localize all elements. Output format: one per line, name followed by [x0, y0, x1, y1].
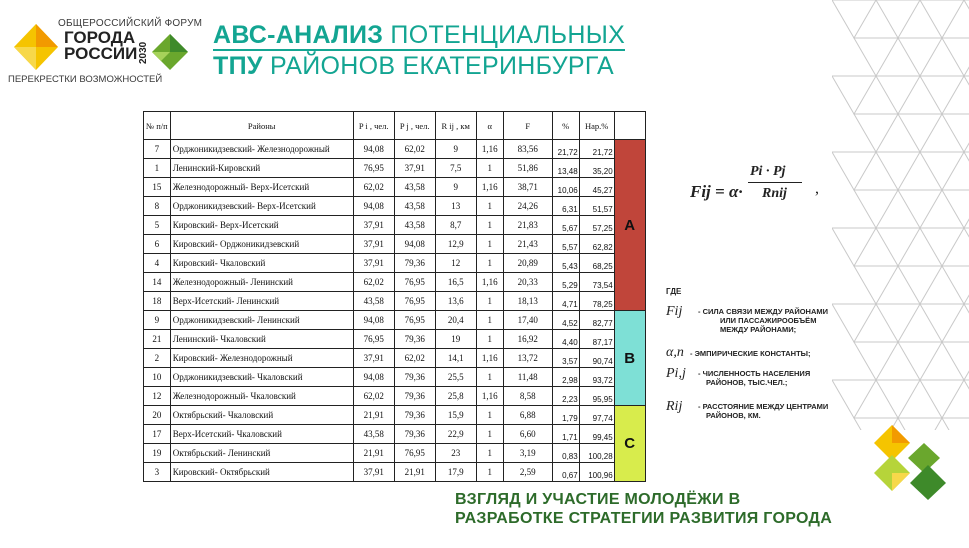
legend-text-pij-1: - ЧИСЛЕННОСТЬ НАСЕЛЕНИЯ [698, 369, 811, 378]
row-pi: 76,95 [353, 159, 394, 178]
table-row [144, 330, 646, 349]
row-pj: 43,58 [394, 216, 435, 235]
row-number: 18 [144, 292, 171, 311]
row-cumulative: 100,28 [579, 444, 614, 463]
row-pj: 79,36 [394, 254, 435, 273]
row-districts: Верх-Исетский- Ленинский [170, 292, 353, 311]
row-pj: 43,58 [394, 197, 435, 216]
row-pi: 76,95 [353, 330, 394, 349]
table-row [144, 406, 646, 425]
legend-text-rij-2: РАЙОНОВ, КМ. [706, 411, 761, 420]
row-cumulative: 78,25 [579, 292, 614, 311]
row-pi: 37,91 [353, 349, 394, 368]
row-f: 6,88 [503, 406, 552, 425]
col-header-number: № п/п [144, 112, 171, 140]
col-header-pi: P i , чел. [353, 112, 394, 140]
row-rij: 13,6 [435, 292, 476, 311]
formula-comma: , [815, 180, 819, 197]
row-pi: 21,91 [353, 444, 394, 463]
row-rij: 13 [435, 197, 476, 216]
table-row [144, 159, 646, 178]
logo-diamond-icon [14, 24, 58, 70]
row-f: 20,89 [503, 254, 552, 273]
legend-symbol-rij: Rij [666, 399, 683, 414]
row-number: 8 [144, 197, 171, 216]
formula-fraction-line [748, 182, 802, 183]
forum-logo [6, 8, 203, 85]
row-cumulative: 57,25 [579, 216, 614, 235]
formula-denominator: Rnij [762, 186, 787, 201]
row-percent: 2,98 [552, 368, 579, 387]
corner-diamonds-icon [872, 425, 952, 500]
row-number: 20 [144, 406, 171, 425]
row-alpha: 1,16 [476, 273, 503, 292]
row-f: 8,58 [503, 387, 552, 406]
row-cumulative: 87,17 [579, 330, 614, 349]
row-pj: 76,95 [394, 311, 435, 330]
row-rij: 25,5 [435, 368, 476, 387]
row-rij: 19 [435, 330, 476, 349]
row-number: 21 [144, 330, 171, 349]
class-cell-b: B [614, 311, 645, 406]
footer-line-1: ВЗГЛЯД И УЧАСТИЕ МОЛОДЁЖИ В [455, 491, 741, 508]
row-pi: 21,91 [353, 406, 394, 425]
row-percent: 2,23 [552, 387, 579, 406]
title-rest-2: РАЙОНОВ ЕКАТЕРИНБУРГА [262, 52, 614, 80]
row-pj: 43,58 [394, 178, 435, 197]
legend-symbol-alpha: α,n [666, 345, 684, 360]
slide-title [213, 20, 625, 82]
row-cumulative: 82,77 [579, 311, 614, 330]
row-rij: 12 [435, 254, 476, 273]
col-header-districts: Районы [170, 112, 353, 140]
table-header-row [144, 112, 646, 140]
row-percent: 1,71 [552, 425, 579, 444]
row-number: 10 [144, 368, 171, 387]
row-districts: Железнодорожный- Чкаловский [170, 387, 353, 406]
row-cumulative: 73,54 [579, 273, 614, 292]
row-percent: 4,52 [552, 311, 579, 330]
row-number: 12 [144, 387, 171, 406]
row-cumulative: 95,95 [579, 387, 614, 406]
table-row [144, 140, 646, 159]
formula-lhs: Fij = α· [690, 182, 743, 201]
row-districts: Кировский- Железнодорожный [170, 349, 353, 368]
row-f: 13,72 [503, 349, 552, 368]
row-pj: 79,36 [394, 406, 435, 425]
legend-text-pij-2: РАЙОНОВ, ТЫС.ЧЕЛ.; [706, 378, 788, 387]
row-alpha: 1 [476, 254, 503, 273]
row-pi: 37,91 [353, 235, 394, 254]
table-row [144, 349, 646, 368]
row-alpha: 1 [476, 292, 503, 311]
row-pi: 94,08 [353, 197, 394, 216]
table-row [144, 387, 646, 406]
footer-slogan [455, 490, 832, 528]
row-f: 11,48 [503, 368, 552, 387]
row-rij: 25,8 [435, 387, 476, 406]
row-alpha: 1,16 [476, 387, 503, 406]
abc-analysis-table [143, 111, 646, 482]
row-rij: 20,4 [435, 311, 476, 330]
table-row [144, 292, 646, 311]
row-districts: Кировский- Чкаловский [170, 254, 353, 273]
row-percent: 4,40 [552, 330, 579, 349]
table-row [144, 368, 646, 387]
row-alpha: 1 [476, 368, 503, 387]
row-pi: 43,58 [353, 292, 394, 311]
legend-text-fij-3: МЕЖДУ РАЙОНАМИ; [720, 325, 797, 334]
table-row [144, 235, 646, 254]
row-f: 6,60 [503, 425, 552, 444]
title-bold-1: АВС-АНАЛИЗ [213, 21, 384, 49]
table-row [144, 273, 646, 292]
row-number: 17 [144, 425, 171, 444]
row-pi: 37,91 [353, 254, 394, 273]
row-rij: 7,5 [435, 159, 476, 178]
row-percent: 0,83 [552, 444, 579, 463]
row-f: 3,19 [503, 444, 552, 463]
row-alpha: 1 [476, 197, 503, 216]
table-row [144, 216, 646, 235]
row-districts: Кировский- Верх-Исетский [170, 216, 353, 235]
row-pi: 37,91 [353, 463, 394, 482]
row-percent: 5,67 [552, 216, 579, 235]
row-number: 14 [144, 273, 171, 292]
row-districts: Верх-Исетский- Чкаловский [170, 425, 353, 444]
row-pi: 37,91 [353, 216, 394, 235]
row-alpha: 1 [476, 463, 503, 482]
row-number: 9 [144, 311, 171, 330]
row-f: 21,43 [503, 235, 552, 254]
legend-text-fij-1: - СИЛА СВЯЗИ МЕЖДУ РАЙОНАМИ [698, 307, 829, 316]
row-number: 2 [144, 349, 171, 368]
row-districts: Орджоникидзевский- Железнодорожный [170, 140, 353, 159]
row-pi: 94,08 [353, 311, 394, 330]
col-header-cumulative: Нар.% [579, 112, 614, 140]
row-districts: Ленинский-Кировский [170, 159, 353, 178]
row-f: 16,92 [503, 330, 552, 349]
row-districts: Октябрьский- Чкаловский [170, 406, 353, 425]
legend-where: ГДЕ [666, 287, 682, 296]
row-percent: 6,31 [552, 197, 579, 216]
logo-line-3: РОССИИ [64, 44, 138, 63]
row-cumulative: 35,20 [579, 159, 614, 178]
legend-symbol-fij: Fij [666, 304, 683, 319]
row-pi: 62,02 [353, 387, 394, 406]
row-f: 18,13 [503, 292, 552, 311]
row-number: 5 [144, 216, 171, 235]
row-districts: Орджоникидзевский- Верх-Исетский [170, 197, 353, 216]
footer-line-2: РАЗРАБОТКЕ СТРАТЕГИИ РАЗВИТИЯ ГОРОДА [455, 510, 833, 527]
row-alpha: 1,16 [476, 178, 503, 197]
row-rij: 12,9 [435, 235, 476, 254]
gravity-formula [690, 158, 830, 218]
legend-text-rij-1: - РАССТОЯНИЕ МЕЖДУ ЦЕНТРАМИ [698, 402, 829, 411]
row-number: 7 [144, 140, 171, 159]
row-number: 19 [144, 444, 171, 463]
table-row [144, 197, 646, 216]
row-cumulative: 100,96 [579, 463, 614, 482]
table-row [144, 463, 646, 482]
row-alpha: 1,16 [476, 140, 503, 159]
row-pj: 76,95 [394, 273, 435, 292]
row-rij: 16,5 [435, 273, 476, 292]
row-cumulative: 99,45 [579, 425, 614, 444]
row-alpha: 1 [476, 406, 503, 425]
abc-table-container [143, 111, 646, 482]
class-cell-c: C [614, 406, 645, 482]
row-percent: 4,71 [552, 292, 579, 311]
row-pj: 94,08 [394, 235, 435, 254]
triangle-pattern-decoration [832, 0, 969, 430]
row-pj: 79,36 [394, 387, 435, 406]
title-bold-2: ТПУ [213, 52, 263, 80]
row-f: 51,86 [503, 159, 552, 178]
row-alpha: 1,16 [476, 349, 503, 368]
row-rij: 17,9 [435, 463, 476, 482]
row-cumulative: 97,74 [579, 406, 614, 425]
logo-tagline: ПЕРЕКРЕСТКИ ВОЗМОЖНОСТЕЙ [8, 74, 163, 85]
row-cumulative: 90,74 [579, 349, 614, 368]
row-number: 4 [144, 254, 171, 273]
row-alpha: 1 [476, 425, 503, 444]
row-rij: 9 [435, 140, 476, 159]
row-pi: 94,08 [353, 140, 394, 159]
table-row [144, 444, 646, 463]
row-cumulative: 68,25 [579, 254, 614, 273]
row-alpha: 1 [476, 444, 503, 463]
row-percent: 10,06 [552, 178, 579, 197]
row-pj: 21,91 [394, 463, 435, 482]
row-districts: Октябрьский- Ленинский [170, 444, 353, 463]
row-pi: 94,08 [353, 368, 394, 387]
row-cumulative: 45,27 [579, 178, 614, 197]
row-number: 6 [144, 235, 171, 254]
row-rij: 14,1 [435, 349, 476, 368]
logo-line-1: ОБЩЕРОССИЙСКИЙ ФОРУМ [58, 18, 203, 29]
formula-numerator: Pi · Pj [750, 164, 786, 179]
row-alpha: 1 [476, 159, 503, 178]
row-rij: 15,9 [435, 406, 476, 425]
row-number: 1 [144, 159, 171, 178]
row-percent: 0,67 [552, 463, 579, 482]
row-districts: Орджоникидзевский- Чкаловский [170, 368, 353, 387]
table-row [144, 311, 646, 330]
col-header-class [614, 112, 645, 140]
row-f: 38,71 [503, 178, 552, 197]
row-pj: 62,02 [394, 140, 435, 159]
title-rest-1: ПОТЕНЦИАЛЬНЫХ [383, 21, 626, 49]
row-f: 21,83 [503, 216, 552, 235]
row-pj: 79,36 [394, 425, 435, 444]
row-pj: 37,91 [394, 159, 435, 178]
row-pj: 76,95 [394, 292, 435, 311]
table-row [144, 425, 646, 444]
row-cumulative: 93,72 [579, 368, 614, 387]
row-pj: 76,95 [394, 444, 435, 463]
col-header-alpha: α [476, 112, 503, 140]
row-alpha: 1 [476, 216, 503, 235]
row-rij: 23 [435, 444, 476, 463]
row-percent: 5,43 [552, 254, 579, 273]
row-districts: Кировский- Орджоникидзевский [170, 235, 353, 254]
row-cumulative: 51,57 [579, 197, 614, 216]
row-percent: 3,57 [552, 349, 579, 368]
row-percent: 5,29 [552, 273, 579, 292]
row-pi: 43,58 [353, 425, 394, 444]
row-pi: 62,02 [353, 273, 394, 292]
row-districts: Ленинский- Чкаловский [170, 330, 353, 349]
title-underline [213, 49, 625, 51]
class-cell-a: A [614, 140, 645, 311]
row-cumulative: 21,72 [579, 140, 614, 159]
row-districts: Железнодорожный- Верх-Исетский [170, 178, 353, 197]
row-f: 2,59 [503, 463, 552, 482]
row-f: 83,56 [503, 140, 552, 159]
table-row [144, 178, 646, 197]
row-cumulative: 62,82 [579, 235, 614, 254]
col-header-rij: R ij , км [435, 112, 476, 140]
legend-text-alpha: - ЭМПИРИЧЕСКИЕ КОНСТАНТЫ; [690, 349, 811, 358]
row-districts: Орджоникидзевский- Ленинский [170, 311, 353, 330]
row-percent: 1,79 [552, 406, 579, 425]
col-header-pj: P j , чел. [394, 112, 435, 140]
legend-symbol-pij: Pi,j [666, 366, 686, 381]
row-f: 20,33 [503, 273, 552, 292]
row-number: 3 [144, 463, 171, 482]
row-rij: 9 [435, 178, 476, 197]
row-alpha: 1 [476, 311, 503, 330]
col-header-f: F [503, 112, 552, 140]
row-number: 15 [144, 178, 171, 197]
col-header-percent: % [552, 112, 579, 140]
table-row [144, 254, 646, 273]
row-districts: Кировский- Октябрьский [170, 463, 353, 482]
row-pj: 62,02 [394, 349, 435, 368]
row-pj: 79,36 [394, 368, 435, 387]
logo-year: 2030 [138, 41, 149, 64]
logo-arrow-icon [152, 34, 188, 70]
row-pj: 79,36 [394, 330, 435, 349]
row-percent: 13,48 [552, 159, 579, 178]
row-f: 17,40 [503, 311, 552, 330]
row-pi: 62,02 [353, 178, 394, 197]
row-districts: Железнодорожный- Ленинский [170, 273, 353, 292]
logo-line-2: ГОРОДА [64, 28, 136, 47]
row-f: 24,26 [503, 197, 552, 216]
row-rij: 8,7 [435, 216, 476, 235]
row-percent: 21,72 [552, 140, 579, 159]
row-rij: 22,9 [435, 425, 476, 444]
row-alpha: 1 [476, 235, 503, 254]
legend-text-fij-2: ИЛИ ПАССАЖИРООБЪЁМ [720, 316, 817, 325]
row-percent: 5,57 [552, 235, 579, 254]
row-alpha: 1 [476, 330, 503, 349]
